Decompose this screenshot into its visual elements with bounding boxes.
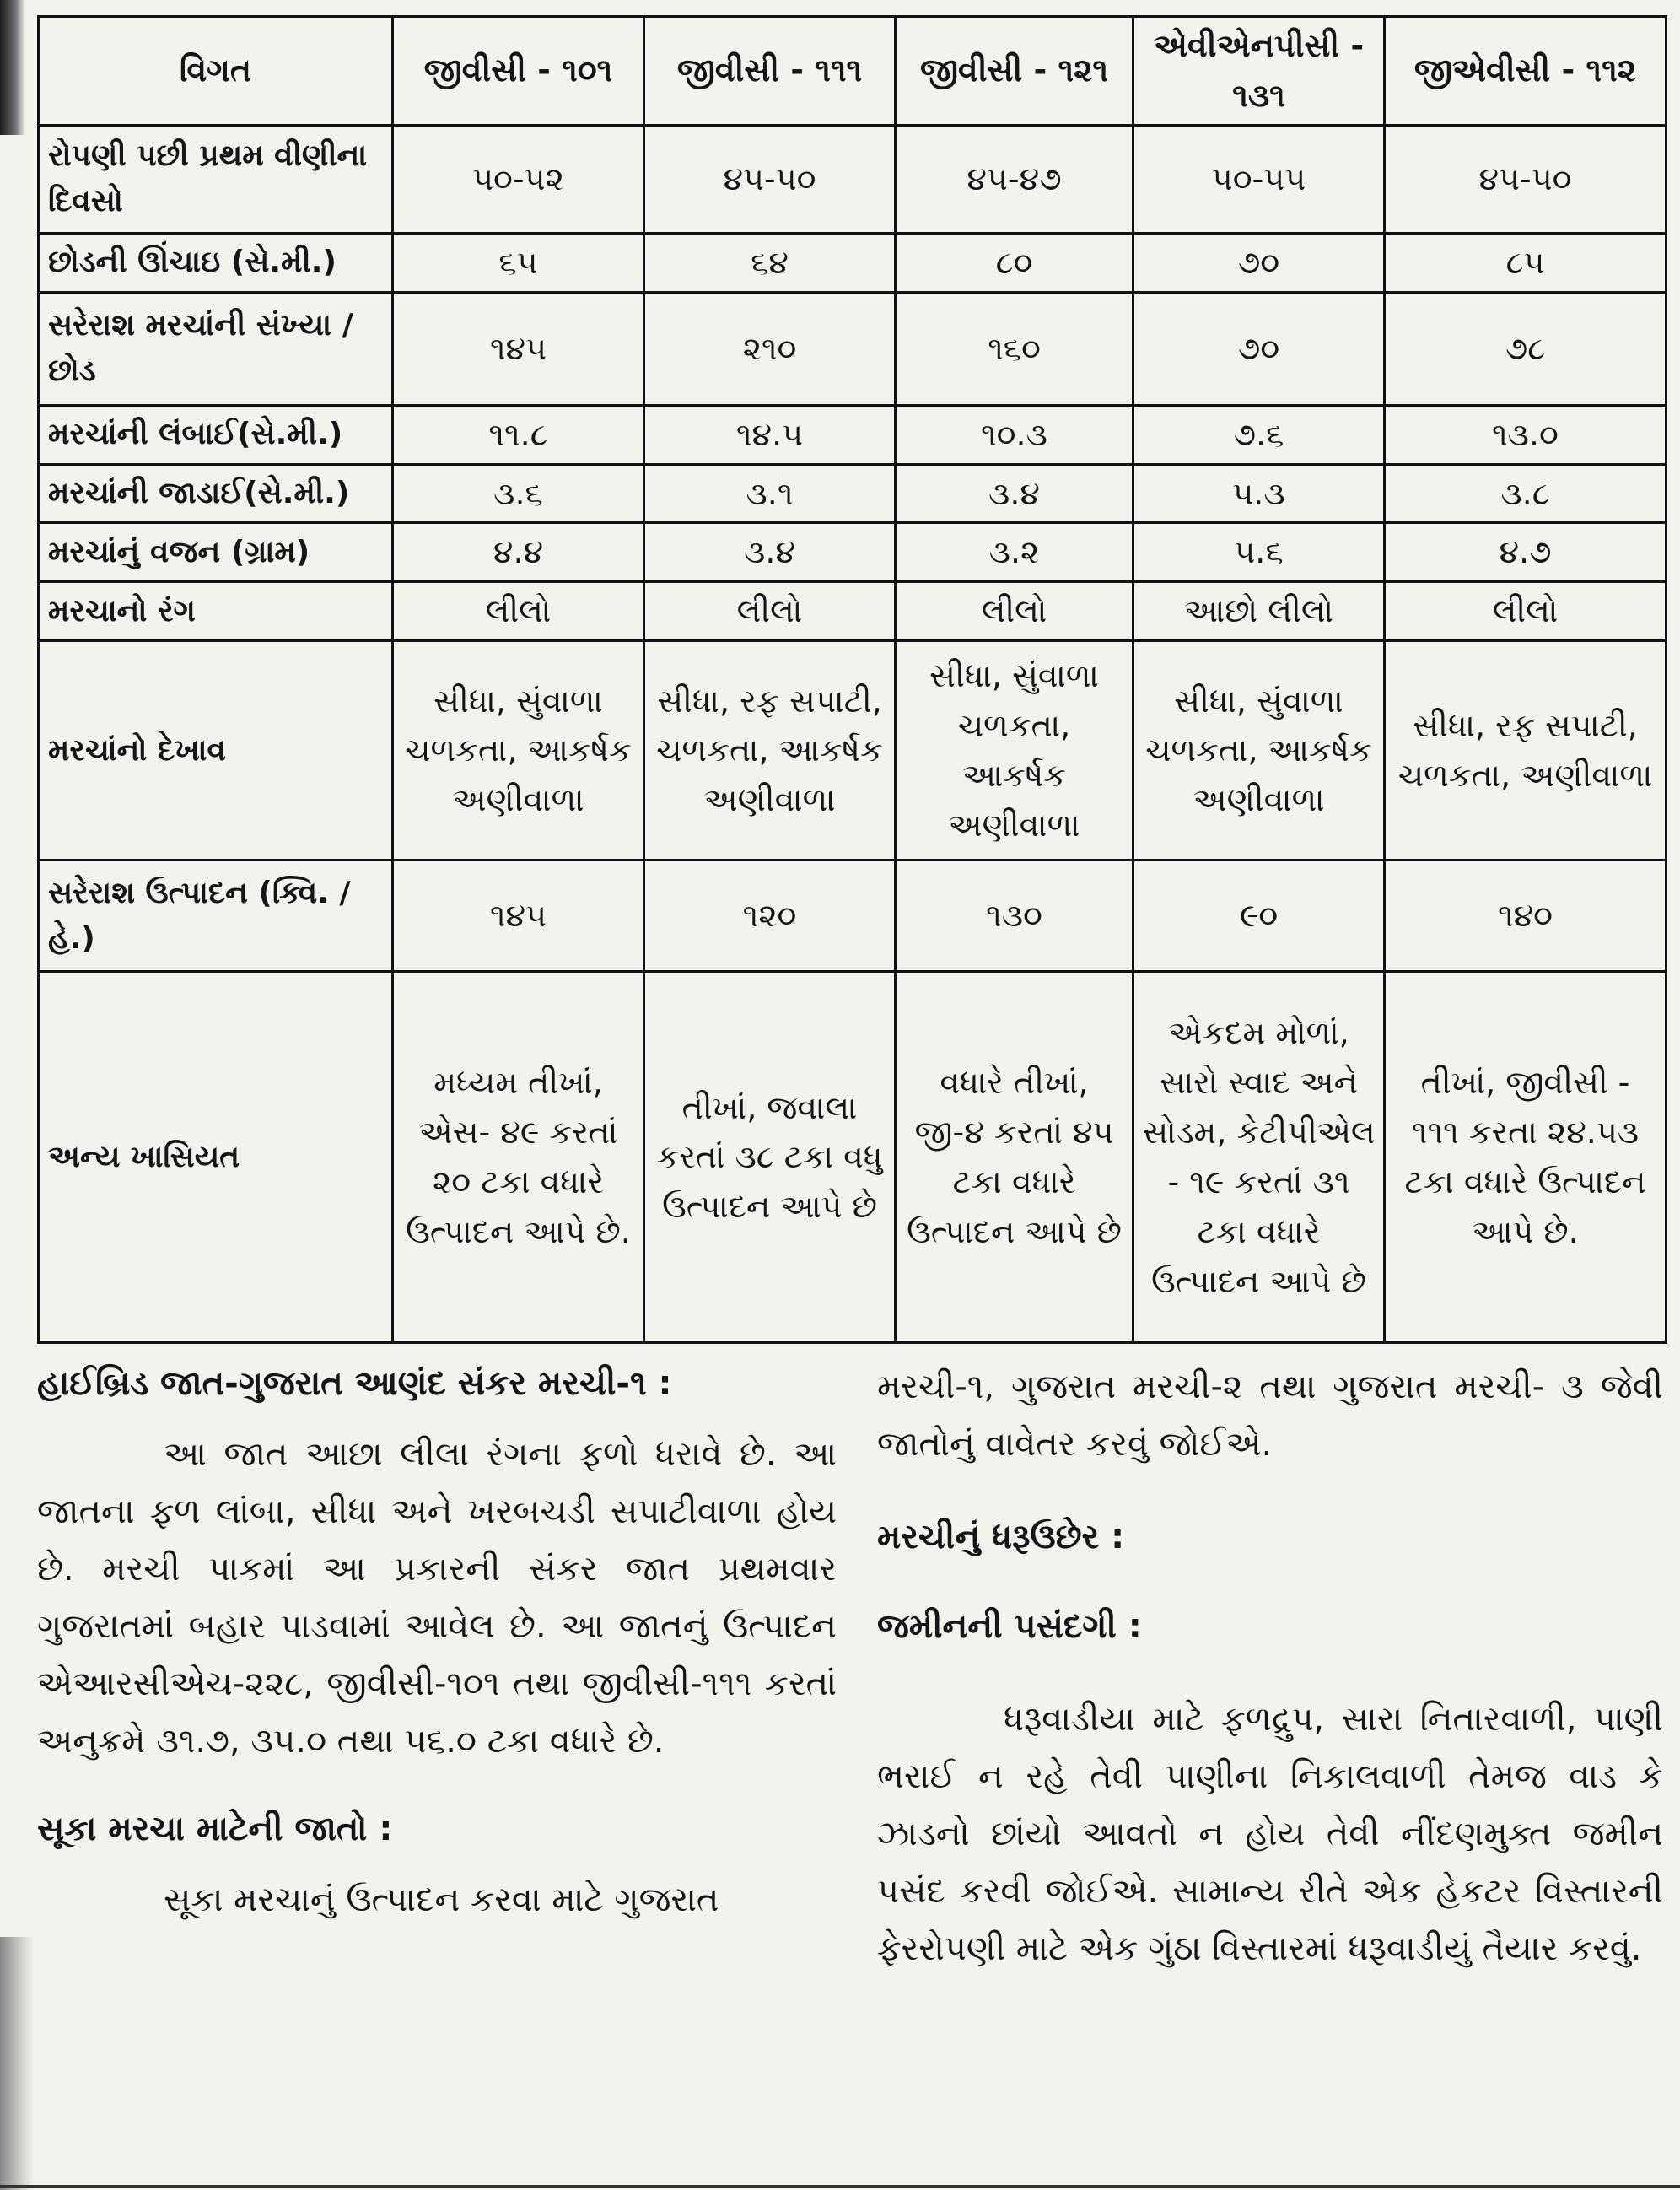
table-cell: ૧૩.૦ xyxy=(1385,405,1667,464)
table-cell: ૮૫ xyxy=(1385,233,1667,292)
table-cell: ૧૪૦ xyxy=(1385,860,1667,972)
table-cell: ૪૫-૫૦ xyxy=(1385,125,1667,233)
land-selection-paragraph: ધરૂવાડીયા માટે ફળદ્રુપ, સારા નિતારવાળી, પાણી ભરાઈ ન રહે તેવી પાણીના નિકાલવાળી તેમજ વાડ કે ઝાડનો છાંયો આવતો ન હોય તેવી નીંદણમુક્ત જમીન પસંદ કરવી જોઈએ. સામાન્ય રીતે એક હેકટર વિસ્તારની ફેરરોપણી માટે એક ગુંઠા વિસ્તારમાં ધરૂવાડીયું તૈયાર કરવું. xyxy=(877,1700,1663,1968)
header-variety: જીવીસી - ૧૦૧ xyxy=(393,17,644,126)
table-cell: ૧૩૦ xyxy=(896,860,1133,972)
row-label: મરચાંનો દેખાવ xyxy=(39,641,393,860)
table-cell: સીધા, રફ સપાટી, ચળકતા, અણીવાળા xyxy=(1385,641,1667,860)
table-cell: સીધા, સુંવાળા ચળકતા, આકર્ષક અણીવાળા xyxy=(393,641,644,860)
row-label: મરચાંનું વજન (ગ્રામ) xyxy=(39,523,393,582)
table-cell: ૩.૨ xyxy=(896,523,1133,582)
table-cell: લીલો xyxy=(644,582,896,641)
table-row xyxy=(39,405,1667,464)
table-cell: ૫.૬ xyxy=(1133,523,1385,582)
table-cell: ૪૫-૪૭ xyxy=(896,125,1133,233)
table-cell: ૪.૭ xyxy=(1385,523,1667,582)
header-variety: જીવીસી - ૧૨૧ xyxy=(896,17,1133,126)
table-cell: ૩.૪ xyxy=(644,523,896,582)
page-edge-shadow xyxy=(0,0,25,135)
table-row xyxy=(39,860,1667,972)
header-variety: એવીએનપીસી - ૧૩૧ xyxy=(1133,17,1385,126)
row-label: મરચાંની જાડાઈ(સે.મી.) xyxy=(39,464,393,523)
table-cell: ૧૦.૩ xyxy=(896,405,1133,464)
table-cell: સીધા, સુંવાળા ચળકતા, આકર્ષક અણીવાળા xyxy=(896,641,1133,860)
row-label: અન્ય ખાસિયત xyxy=(39,972,393,1343)
table-cell: સીધા, સુંવાળા ચળકતા, આકર્ષક અણીવાળા xyxy=(1133,641,1385,860)
table-cell: લીલો xyxy=(1385,582,1667,641)
table-cell: ૬૫ xyxy=(393,233,644,292)
table-cell: ૮૦ xyxy=(896,233,1133,292)
right-text-column xyxy=(877,1358,1663,1977)
row-label: મરચાંની લંબાઈ(સે.મી.) xyxy=(39,405,393,464)
page-edge-shadow-bottom xyxy=(0,1937,34,2190)
bottom-rule xyxy=(0,2185,1680,2188)
table-cell: ૭૦ xyxy=(1133,292,1385,405)
table-cell: ૧૪.૫ xyxy=(644,405,896,464)
table-cell: ૪.૪ xyxy=(393,523,644,582)
table-cell: ૭૮ xyxy=(1385,292,1667,405)
table-cell: આછો લીલો xyxy=(1133,582,1385,641)
table-cell: મધ્યમ તીખાં, એસ- ૪૯ કરતાં ૨૦ ટકા વધારે ઉત્પાદન આપે છે. xyxy=(393,972,644,1343)
table-cell: ૧૬૦ xyxy=(896,292,1133,405)
table-cell: એકદમ મોળાં, સારો સ્વાદ અને સોડમ, કેટીપીએલ - ૧૯ કરતાં ૩૧ ટકા વધારે ઉત્પાદન આપે છે xyxy=(1133,972,1385,1343)
dry-chilli-heading: સૂકા મરચા માટેની જાતો : xyxy=(37,1810,393,1848)
table-cell: ૩.૧ xyxy=(644,464,896,523)
table-cell: લીલો xyxy=(393,582,644,641)
table-row xyxy=(39,972,1667,1343)
table-cell: તીખાં, જીવીસી - ૧૧૧ કરતા ૨૪.૫૩ ટકા વધારે ઉત્પાદન આપે છે. xyxy=(1385,972,1667,1343)
table-row xyxy=(39,233,1667,292)
nursery-heading: મરચીનું ધરૂઉછેર : xyxy=(877,1518,1125,1556)
table-row xyxy=(39,523,1667,582)
table-cell: ૭૦ xyxy=(1133,233,1385,292)
table-row xyxy=(39,292,1667,405)
table-cell: ૪૫-૫૦ xyxy=(644,125,896,233)
table-cell: વધારે તીખાં, જી-૪ કરતાં ૪૫ ટકા વધારે ઉત્પાદન આપે છે xyxy=(896,972,1133,1343)
row-label: છોડની ઊંચાઇ (સે.મી.) xyxy=(39,233,393,292)
hybrid-variety-heading: હાઈબ્રિડ જાત-ગુજરાત આણંદ સંકર મરચી-૧ : xyxy=(37,1364,672,1403)
row-label: સરેરાશ ઉત્પાદન (ક્વિ. / હે.) xyxy=(39,860,393,972)
table-cell: ૩.૮ xyxy=(1385,464,1667,523)
table-row xyxy=(39,464,1667,523)
table-cell: તીખાં, જવાલા કરતાં ૩૮ ટકા વધુ ઉત્પાદન આપે છે xyxy=(644,972,896,1343)
table-cell: ૯૦ xyxy=(1133,860,1385,972)
table-cell: ૬૪ xyxy=(644,233,896,292)
table-cell: ૧૪૫ xyxy=(393,292,644,405)
hybrid-variety-paragraph: આ જાત આછા લીલા રંગના ફળો ધરાવે છે. આ જાતના ફળ લાંબા, સીધા અને ખરબચડી સપાટીવાળા હોય છે. મરચી પાકમાં આ પ્રકારની સંકર જાત પ્રથમવાર ગુજરાતમાં બહાર પાડવામાં આવેલ છે. આ જાતનું ઉત્પાદન એઆરસીએચ-૨૨૮, જીવીસી-૧૦૧ તથા જીવીસી-૧૧૧ કરતાં અનુક્રમે ૩૧.૭, ૩૫.૦ તથા ૫૬.૦ ટકા વધારે છે. xyxy=(37,1435,837,1761)
table-cell: ૫૦-૫૨ xyxy=(393,125,644,233)
table-cell: ૨૧૦ xyxy=(644,292,896,405)
table-cell: ૫૦-૫૫ xyxy=(1133,125,1385,233)
table-header-row xyxy=(39,17,1667,126)
header-variety: જીએવીસી - ૧૧૨ xyxy=(1385,17,1667,126)
land-selection-heading: જમીનની પસંદગી : xyxy=(877,1607,1142,1646)
table-cell: ૭.૬ xyxy=(1133,405,1385,464)
header-variety: જીવીસી - ૧૧૧ xyxy=(644,17,896,126)
table-cell: ૩.૪ xyxy=(896,464,1133,523)
table-row xyxy=(39,125,1667,233)
header-label: વિગત xyxy=(39,17,393,126)
chilli-variety-table xyxy=(37,15,1667,1344)
table-row xyxy=(39,582,1667,641)
row-label: સરેરાશ મરચાંની સંખ્યા / છોડ xyxy=(39,292,393,405)
row-label: મરચાનો રંગ xyxy=(39,582,393,641)
table-cell: ૩.૬ xyxy=(393,464,644,523)
continued-paragraph: મરચી-૧, ગુજરાત મરચી-૨ તથા ગુજરાત મરચી- ૩ જેવી જાતોનું વાવેતર કરવું જોઈએ. xyxy=(877,1367,1663,1464)
table-cell: ૧૧.૮ xyxy=(393,405,644,464)
table-cell: ૫.૩ xyxy=(1133,464,1385,523)
dry-chilli-paragraph: સૂકા મરચાનું ઉત્પાદન કરવા માટે ગુજરાત xyxy=(164,1880,719,1919)
row-label: રોપણી પછી પ્રથમ વીણીના દિવસો xyxy=(39,125,393,233)
table-cell: ૧૪૫ xyxy=(393,860,644,972)
table-cell: લીલો xyxy=(896,582,1133,641)
table-cell: ૧૨૦ xyxy=(644,860,896,972)
table-row xyxy=(39,641,1667,860)
table-cell: સીધા, રફ સપાટી, ચળકતા, આકર્ષક અણીવાળા xyxy=(644,641,896,860)
left-text-column xyxy=(37,1358,837,1928)
